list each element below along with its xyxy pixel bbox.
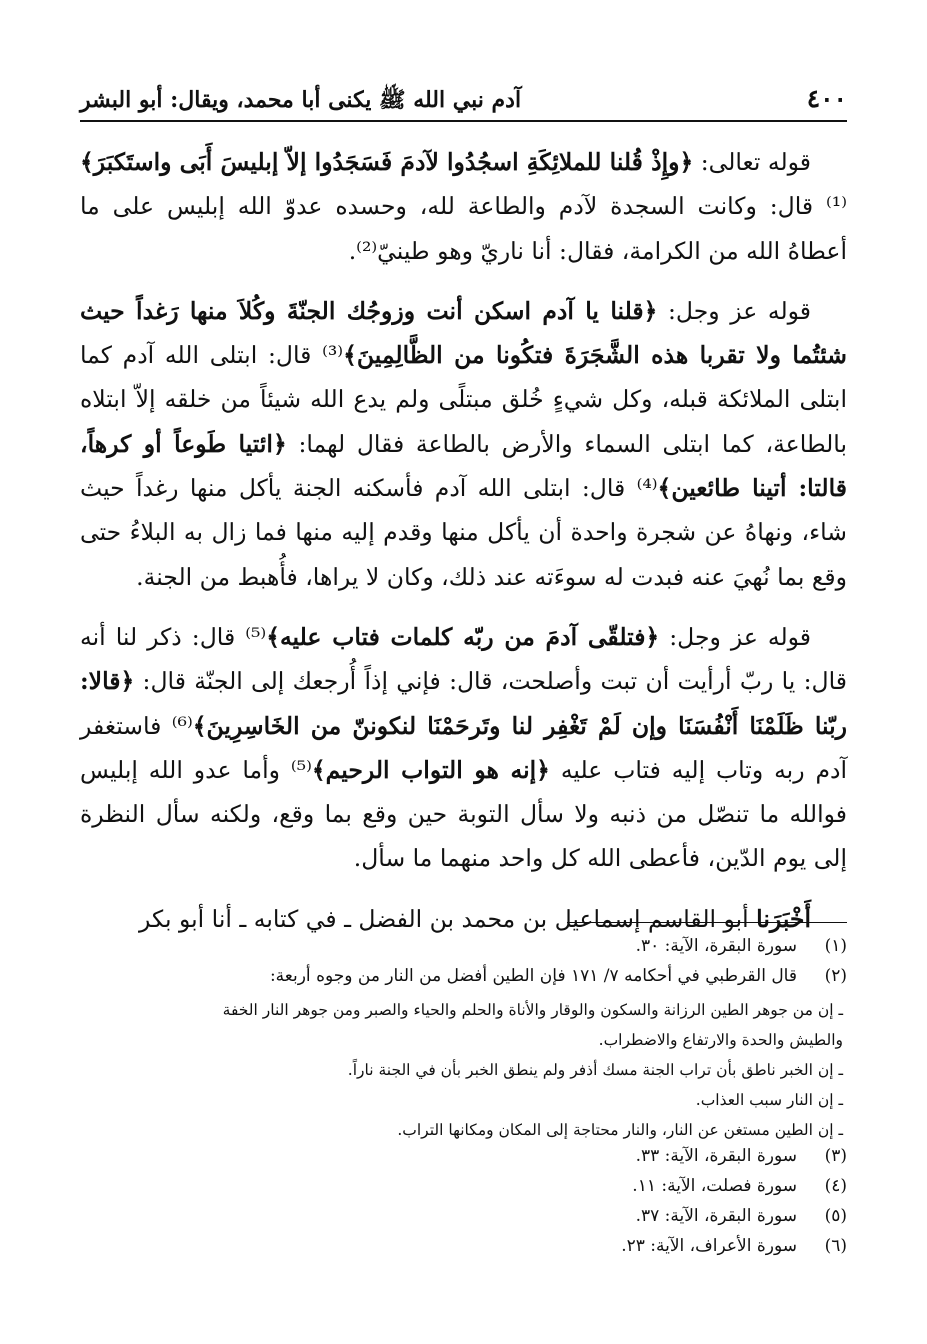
footnote-text: سورة فصلت، الآية: ١١. xyxy=(632,1176,797,1196)
quote-text: ﴿فتلقّى آدمَ من ربّه كلمات فتاب عليه﴾ xyxy=(266,622,660,651)
text-segment: ⁽⁵⁾ وأما عدو الله إبليس فوالله ما تنصّل من ذنبه ولا سأل التوبة حين وقع بما وقع، ولكنه سأل النظرة إلى يوم الدّين، فأعطى الله كل واحد منهما ما سأل. xyxy=(80,755,847,873)
text-segment: قوله تعالى: xyxy=(693,148,811,176)
footnote-subitem: والطيش والحدة والارتفاع والاضطراب. xyxy=(598,1031,843,1049)
text-segment: قوله عز وجل: xyxy=(657,296,811,325)
quote-text: ﴿إنه هو التواب الرحيم﴾ xyxy=(311,755,550,784)
quote-text: ﴿ائتيا طَوعاً أو كرهاً، قالتا: أتينا طائعين﴾ xyxy=(80,429,847,503)
footnote-text: سورة البقرة، الآية: ٣٣. xyxy=(635,1146,797,1166)
footnote-subitem: ـ إن الطين مستغن عن النار، والنار محتاجة إلى المكان ومكانها التراب. xyxy=(397,1121,843,1139)
page-header xyxy=(80,80,847,122)
footnote-number: (٦) xyxy=(824,1236,847,1256)
footnote-number: (٢) xyxy=(824,966,847,986)
footnote-text: سورة البقرة، الآية: ٣٠. xyxy=(635,936,797,956)
text-segment: ⁽⁵⁾ قال: ذكر لنا أنه قال: يا ربّ أرأيت أن تبت وأصلحت، قال: فإني إذاً أُرجعك إلى الجنّة قال: xyxy=(80,622,847,696)
footnote-item xyxy=(80,1146,847,1176)
paragraph xyxy=(80,289,847,599)
footnote-text: سورة البقرة، الآية: ٣٧. xyxy=(635,1206,797,1226)
text-segment: أبو القاسم إسماعيل بن محمد بن الفضل ـ في كتابه ـ أنا أبو بكر xyxy=(139,904,757,933)
footnote-subitem: ـ إن الخبر ناطق بأن تراب الجنة مسك أذفر ولم ينطق الخبر بأن في الجنة ناراً. xyxy=(347,1061,843,1079)
footnote-text: قال القرطبي في أحكامه ٧/ ١٧١ فإن الطين أفضل من النار من وجوه أربعة: xyxy=(269,966,797,986)
footnote-number: (١) xyxy=(824,936,847,956)
footnote-subitem: ـ إن النار سبب العذاب. xyxy=(695,1091,843,1109)
page-number: ٤٠٠ xyxy=(806,84,847,113)
running-title: آدم نبي الله ﷺ يكنى أبا محمد، ويقال: أبو البشر xyxy=(80,87,522,113)
footnote-number: (٥) xyxy=(824,1206,847,1226)
footnote-text: سورة الأعراف، الآية: ٢٣. xyxy=(621,1236,797,1256)
text-segment: ⁽⁶⁾ فاستغفر آدم ربه وتاب إليه فتاب عليه xyxy=(80,711,848,784)
main-text xyxy=(80,140,847,941)
text-segment: قوله عز وجل: xyxy=(659,622,812,651)
footnote-item xyxy=(80,1176,847,1206)
footnote-item xyxy=(80,1236,847,1266)
footnote-item xyxy=(80,966,847,996)
quote-text: ﴿قالا: ربّنا ظَلَمْنَا أَنْفُسَنَا وإن لَمْ تَغْفِر لنا وتَرحَمْنَا لنكوننّ من الخَاسِرِينَ﴾ xyxy=(80,667,847,740)
footnote-item xyxy=(80,1206,847,1236)
footnote-divider xyxy=(567,922,847,923)
quote-text: أَخْبَرَنا xyxy=(756,904,811,933)
quote-text: ﴿قلنا يا آدم اسكن أنت وزوجُك الجنّةَ وكُلاَ منها رَغداً حيث شئتُما ولا تقربا هذه الشَّجَرَةَ فتكُونا من الظَّالِمِينَ﴾ xyxy=(80,296,847,370)
paragraph xyxy=(80,897,847,941)
footnote-number: (٣) xyxy=(824,1146,847,1166)
paragraph xyxy=(80,140,847,273)
quote-text: ﴿وإِذْ قُلنا للملائِكَةِ اسجُدُوا لآدمَ فَسَجَدُوا إلاّ إبليسَ أَبَى واستَكبَرَ﴾ xyxy=(79,148,694,176)
text-segment: ⁽¹⁾ قال: وكانت السجدة لآدم والطاعة لله، وحسده عدوّ الله إبليس على ما أعطاهُ الله من الكرامة، فقال: أنا ناريّ وهو طينيّ⁽²⁾. xyxy=(80,192,847,265)
footnote-subitem: ـ إن من جوهر الطين الرزانة والسكون والوقار والأناة والحلم والحياء والصبر ومن جوهر النار الخفة xyxy=(222,1001,843,1019)
text-segment: ⁽⁴⁾ قال: ابتلى الله آدم فأسكنه الجنة يأكل منها رغداً حيث شاء، ونهاهُ عن شجرة واحدة أن يأكل منها وقدم إليه منها فما زال به البلاءُ حتى وقع بما نُهيَ عنه فبدت له سوءَته عند ذلك، وكان لا يراها، فأُهبط من الجنة. xyxy=(80,474,847,591)
paragraph xyxy=(80,615,847,881)
footnote-item xyxy=(80,936,847,966)
text-segment: ⁽³⁾ قال: ابتلى الله آدم كما ابتلى الملائكة قبله، وكل شيءٍ خُلق مبتلًى ولم يدع الله شيئاً من خلقه إلاّ ابتلاه بالطاعة، كما ابتلى السماء والأرض بالطاعة فقال لهما: xyxy=(80,341,847,458)
footnote-number: (٤) xyxy=(824,1176,847,1196)
footnotes xyxy=(80,936,847,1266)
